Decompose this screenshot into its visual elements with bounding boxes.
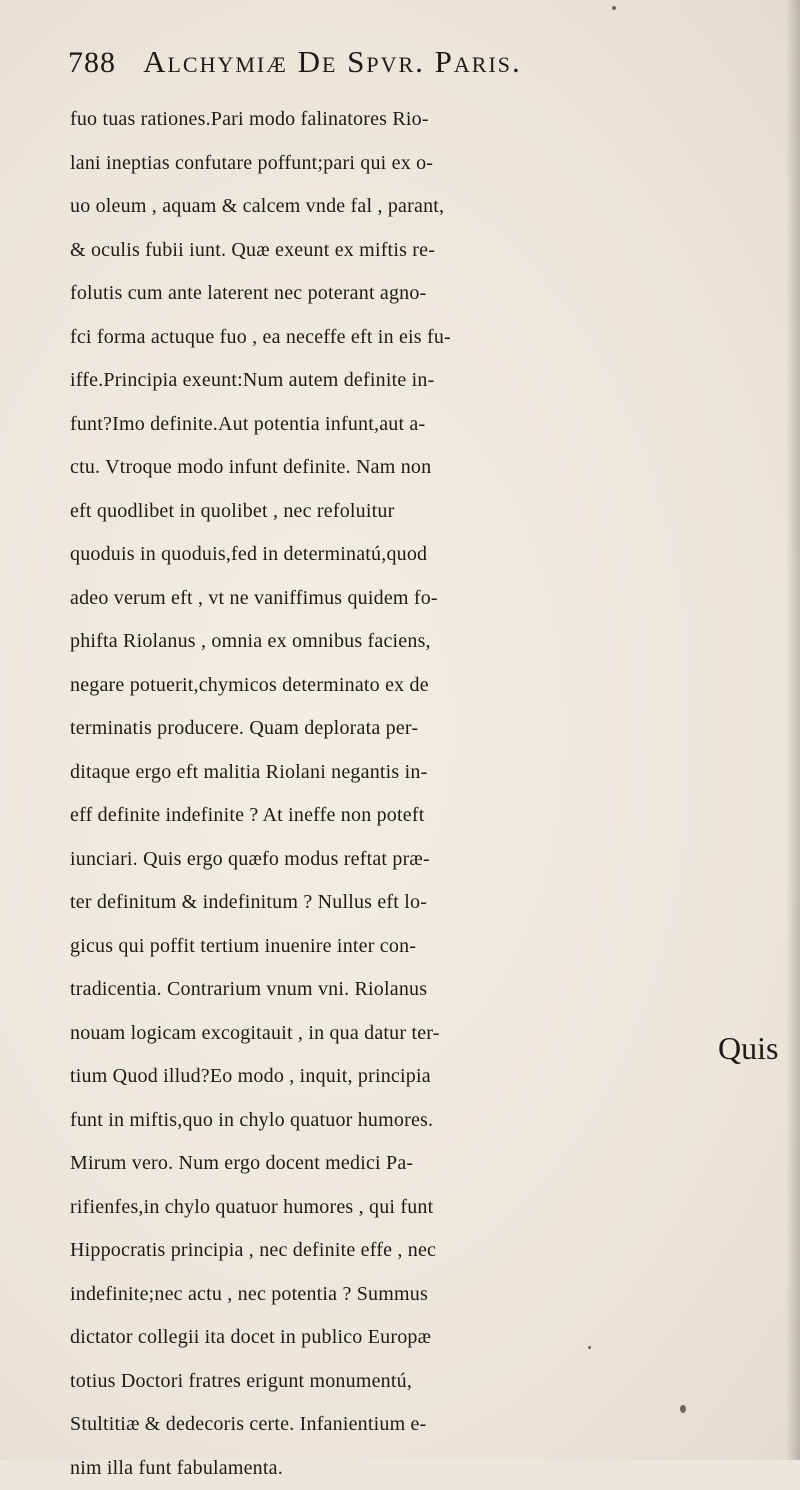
text-line: funt?Imo definite.Aut potentia infunt,aut a- <box>70 403 790 447</box>
page-header <box>68 44 768 94</box>
body-text <box>70 98 790 1490</box>
text-line: totius Doctori fratres erigunt monumentú, <box>70 1360 790 1404</box>
text-line: uo oleum , aquam & calcem vnde fal , parant, <box>70 185 790 229</box>
page-number: 788 <box>68 46 116 79</box>
text-line: & oculis fubii iunt. Quæ exeunt ex miftis re- <box>70 229 790 273</box>
text-line: eff definite indefinite ? At ineffe non poteft <box>70 794 790 838</box>
ink-speck <box>680 1405 686 1413</box>
text-line: Stultitiæ & dedecoris certe. Infanientium e- <box>70 1403 790 1447</box>
text-line: ditaque ergo eft malitia Riolani negantis in- <box>70 751 790 795</box>
text-line: lani ineptias confutare poffunt;pari qui ex o- <box>70 142 790 186</box>
text-line: tium Quod illud?Eo modo , inquit, principia <box>70 1055 790 1099</box>
catchword: Quis <box>718 1030 778 1067</box>
ink-speck <box>588 1346 591 1349</box>
text-line: iffe.Principia exeunt:Num autem definite in- <box>70 359 790 403</box>
text-line: quoduis in quoduis,fed in determinatú,quod <box>70 533 790 577</box>
ink-speck <box>612 6 616 10</box>
text-line: Hippocratis principia , nec definite effe , nec <box>70 1229 790 1273</box>
text-line: eft quodlibet in quolibet , nec refoluitur <box>70 490 790 534</box>
text-line: fci forma actuque fuo , ea neceffe eft in eis fu- <box>70 316 790 360</box>
text-line: negare potuerit,chymicos determinato ex de <box>70 664 790 708</box>
text-line: ter definitum & indefinitum ? Nullus eft lo- <box>70 881 790 925</box>
text-line: rifienfes,in chylo quatuor humores , qui funt <box>70 1186 790 1230</box>
text-line: folutis cum ante laterent nec poterant agno- <box>70 272 790 316</box>
text-line: tradicentia. Contrarium vnum vni. Riolanus <box>70 968 790 1012</box>
text-line: ctu. Vtroque modo infunt definite. Nam non <box>70 446 790 490</box>
text-line: indefinite;nec actu , nec potentia ? Summus <box>70 1273 790 1317</box>
text-line: adeo verum eft , vt ne vaniffimus quidem fo- <box>70 577 790 621</box>
text-line: terminatis producere. Quam deplorata per- <box>70 707 790 751</box>
text-line: nouam logicam excogitauit , in qua datur ter- <box>70 1012 790 1056</box>
text-line: nim illa funt fabulamenta. <box>70 1447 790 1490</box>
text-line: phifta Riolanus , omnia ex omnibus faciens, <box>70 620 790 664</box>
text-line: gicus qui poffit tertium inuenire inter con- <box>70 925 790 969</box>
page-edge-shadow <box>786 0 800 1460</box>
text-line: funt in miftis,quo in chylo quatuor humores. <box>70 1099 790 1143</box>
running-head: Alchymiæ De Spvr. Paris. <box>143 44 522 79</box>
text-line: iunciari. Quis ergo quæfo modus reftat præ- <box>70 838 790 882</box>
text-line: fuo tuas rationes.Pari modo falinatores Rio- <box>70 98 790 142</box>
text-line: Mirum vero. Num ergo docent medici Pa- <box>70 1142 790 1186</box>
text-line: dictator collegii ita docet in publico Europæ <box>70 1316 790 1360</box>
